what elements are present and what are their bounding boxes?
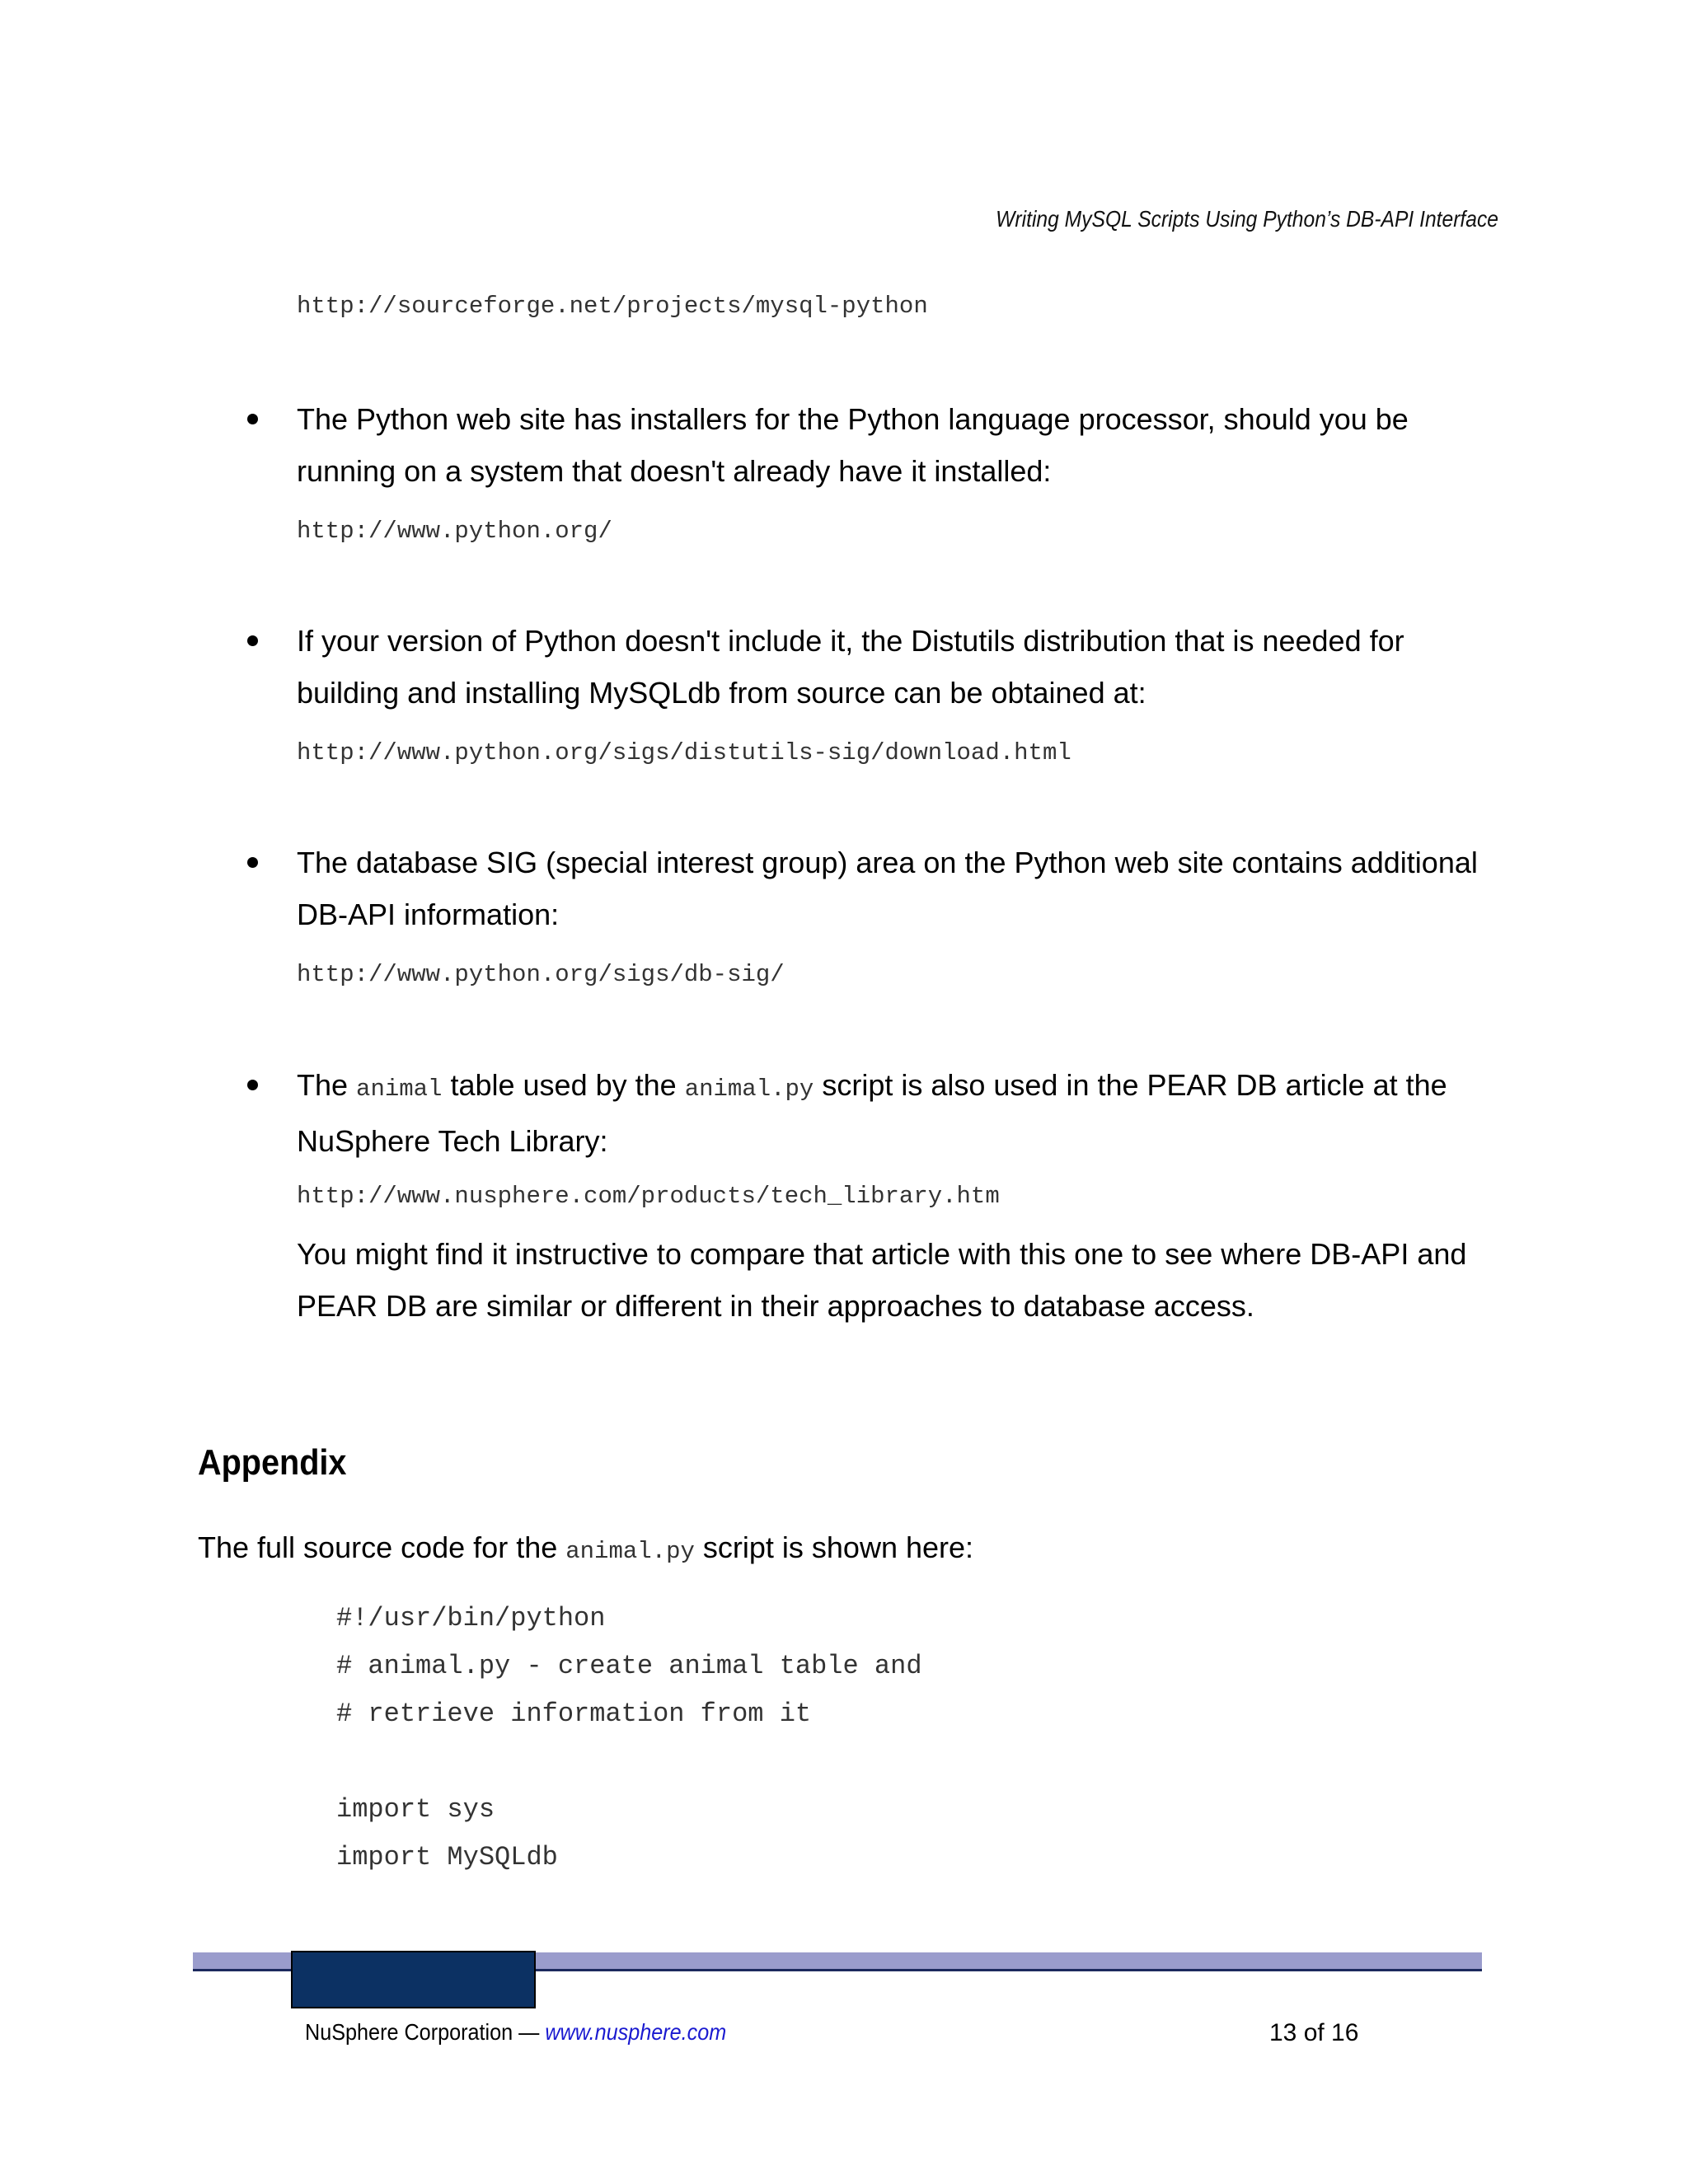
code-line: #!/usr/bin/python <box>336 1603 606 1633</box>
bullet-text-fragment: script is also used in the PEAR DB article at the NuSphere Tech Library: <box>297 1068 1447 1158</box>
bullet-icon <box>247 1080 258 1090</box>
bullet-icon <box>247 635 258 646</box>
inline-code-animal-py: animal.py <box>684 1076 814 1103</box>
code-line: import sys <box>336 1794 495 1825</box>
sourceforge-url[interactable]: http://sourceforge.net/projects/mysql-python <box>297 293 928 320</box>
bullet-text-fragment: The <box>297 1068 357 1102</box>
footer-website-link[interactable]: www.nusphere.com <box>545 2019 727 2045</box>
footer-logo-box <box>291 1951 536 2008</box>
code-line: import MySQLdb <box>336 1842 558 1872</box>
bullet-text: The database SIG (special interest group) area on the Python web site contains additional DB-API information: <box>297 846 1478 931</box>
appendix-heading: Appendix <box>198 1442 347 1483</box>
python-url[interactable]: http://www.python.org/ <box>297 518 612 545</box>
inline-code-animal-py: animal.py <box>565 1538 695 1565</box>
appendix-intro <box>198 1527 973 1572</box>
code-line: # animal.py - create animal table and <box>336 1651 922 1681</box>
source-code-block <box>336 1595 922 1882</box>
code-line: # retrieve information from it <box>336 1699 812 1729</box>
comparison-paragraph: You might find it instructive to compare that article with this one to see where DB-API and PEAR DB are similar or different in their approaches to database access. <box>297 1237 1467 1323</box>
bullet-text-fragment: table used by the <box>442 1068 685 1102</box>
bullet-text: The Python web site has installers for the Python language processor, should you be running on a system that doesn't already have it installed: <box>297 402 1409 488</box>
db-sig-url[interactable]: http://www.python.org/sigs/db-sig/ <box>297 961 785 988</box>
inline-code-animal: animal <box>356 1076 443 1103</box>
footer-company-name: NuSphere Corporation — <box>305 2019 546 2045</box>
bullet-icon <box>247 857 258 868</box>
running-header: Writing MySQL Scripts Using Python’s DB-API Interface <box>996 206 1498 232</box>
nusphere-tech-library-url[interactable]: http://www.nusphere.com/products/tech_library.htm <box>297 1183 1000 1210</box>
distutils-url[interactable]: http://www.python.org/sigs/distutils-sig/download.html <box>297 739 1071 766</box>
bullet-text: If your version of Python doesn't include it, the Distutils distribution that is needed for building and installing MySQLdb from source can be obtained at: <box>297 624 1404 710</box>
bullet-text <box>297 1059 1500 1167</box>
intro-text-fragment: The full source code for the <box>198 1530 566 1564</box>
code-line <box>336 1738 922 1786</box>
footer-company <box>305 2019 726 2046</box>
bullet-icon <box>247 414 258 424</box>
page-number: 13 of 16 <box>1269 2019 1359 2046</box>
intro-text-fragment: script is shown here: <box>694 1530 974 1564</box>
